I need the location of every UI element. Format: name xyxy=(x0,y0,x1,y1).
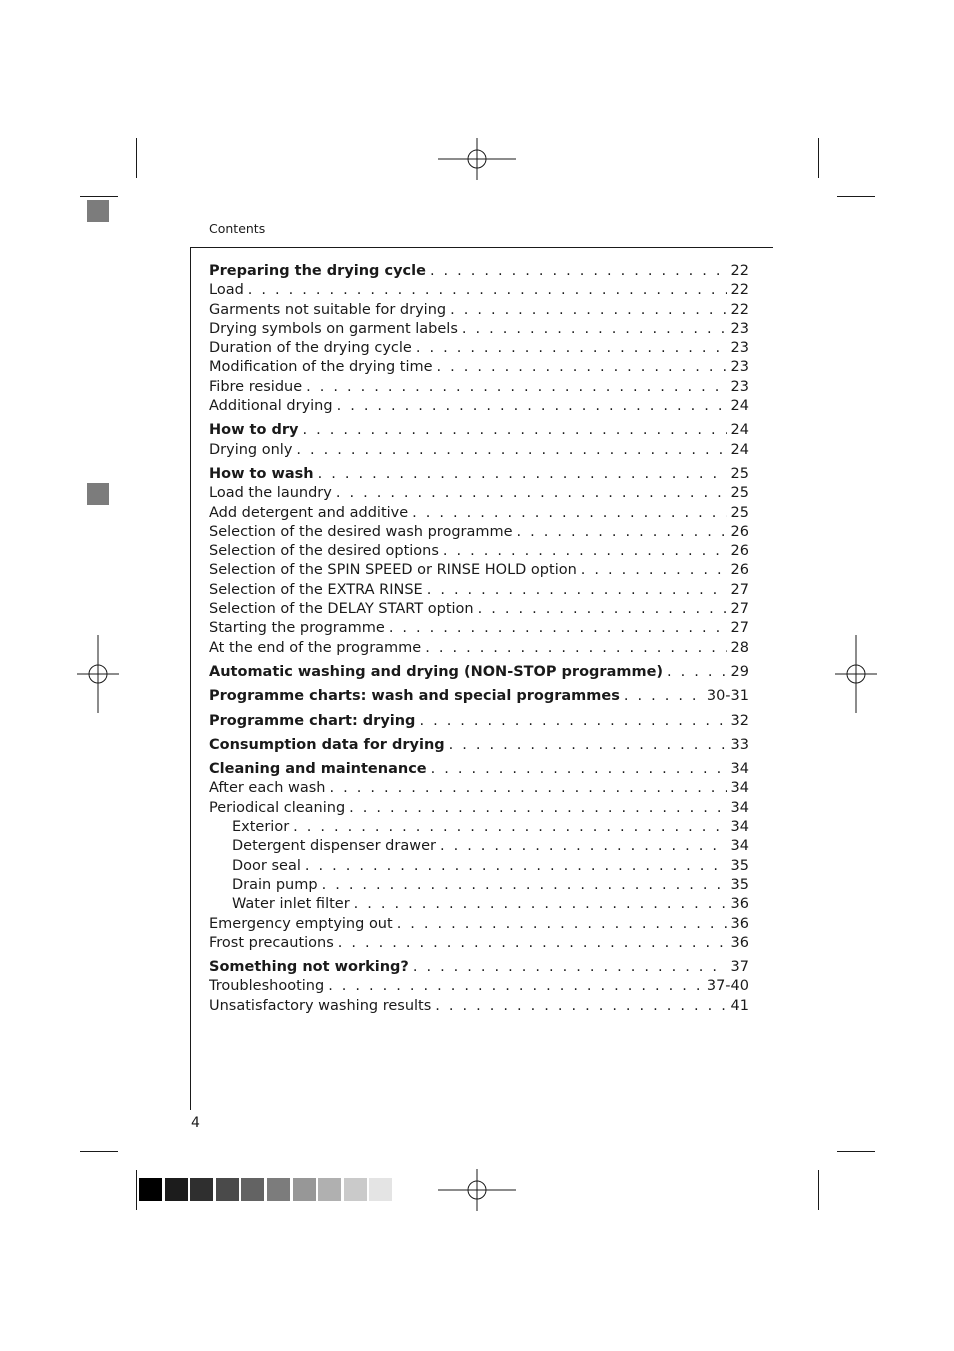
toc-entry xyxy=(209,378,749,397)
toc-entry xyxy=(209,301,749,320)
toc-entry xyxy=(209,441,749,460)
toc-entry xyxy=(209,934,749,953)
toc-entry-page: 32 xyxy=(730,712,749,729)
toc-entry-title: Selection of the EXTRA RINSE xyxy=(209,581,423,598)
toc-leader-dots xyxy=(577,561,727,580)
toc-entry-title: Programme charts: wash and special programmes xyxy=(209,688,620,705)
toc-entry xyxy=(209,504,749,523)
toc-entry-title: Troubleshooting xyxy=(209,978,325,995)
toc-entry xyxy=(209,358,749,377)
toc-leader-dots xyxy=(333,397,727,416)
page-number: 4 xyxy=(191,1115,200,1131)
toc-entry-title: Load the laundry xyxy=(209,485,332,502)
toc-entry-page: 22 xyxy=(730,282,749,299)
toc-leader-dots xyxy=(324,977,703,996)
toc-leader-dots xyxy=(244,281,727,300)
toc-entry-page: 23 xyxy=(730,359,749,376)
toc-entry-page: 25 xyxy=(730,465,749,482)
toc-entry-page: 22 xyxy=(730,301,749,318)
toc-entry-title: How to dry xyxy=(209,422,299,439)
color-swatch xyxy=(139,1178,162,1201)
toc-entry xyxy=(209,997,749,1016)
toc-entry xyxy=(209,281,749,300)
toc-entry xyxy=(209,915,749,934)
crop-mark xyxy=(837,196,875,197)
toc-entry-page: 36 xyxy=(730,934,749,951)
toc-entry-title: Additional drying xyxy=(209,398,333,415)
toc-entry-page: 25 xyxy=(730,485,749,502)
registration-mark-icon xyxy=(438,120,516,198)
toc-leader-dots xyxy=(393,915,727,934)
toc-entry-page: 25 xyxy=(730,504,749,521)
toc-entry-title: Something not working? xyxy=(209,959,409,976)
color-swatch xyxy=(216,1178,239,1201)
side-marker xyxy=(87,200,109,222)
toc-entry-page: 30-31 xyxy=(706,688,749,705)
toc-entry xyxy=(209,639,749,658)
toc-entry-page: 24 xyxy=(730,398,749,415)
toc-leader-dots xyxy=(289,818,726,837)
color-swatch xyxy=(165,1178,188,1201)
toc-entry-page: 35 xyxy=(730,857,749,874)
toc-entry xyxy=(209,712,749,731)
toc-entry xyxy=(209,837,749,856)
toc-entry xyxy=(209,857,749,876)
toc-entry-title: Programme chart: drying xyxy=(209,712,416,729)
toc-entry-page: 34 xyxy=(730,761,749,778)
toc-leader-dots xyxy=(326,779,727,798)
toc-entry-title: Drying only xyxy=(209,441,293,458)
toc-entry xyxy=(209,736,749,755)
toc-entry-page: 27 xyxy=(730,620,749,637)
toc-leader-dots xyxy=(433,358,727,377)
toc-entry-page: 24 xyxy=(730,422,749,439)
toc-entry-title: Add detergent and additive xyxy=(209,504,409,521)
toc-entry-page: 29 xyxy=(730,663,749,680)
toc-entry-page: 27 xyxy=(730,581,749,598)
toc-entry-page: 26 xyxy=(730,543,749,560)
crop-mark xyxy=(136,138,137,178)
toc-leader-dots xyxy=(415,712,726,731)
toc-leader-dots xyxy=(446,301,726,320)
toc-entry-page: 23 xyxy=(730,340,749,357)
toc-leader-dots xyxy=(431,997,726,1016)
toc-leader-dots xyxy=(458,320,727,339)
toc-entry-title: Frost precautions xyxy=(209,934,334,951)
toc-entry xyxy=(209,818,749,837)
toc-entry xyxy=(209,958,749,977)
toc-leader-dots xyxy=(421,639,726,658)
toc-leader-dots xyxy=(412,339,727,358)
color-swatch xyxy=(369,1178,392,1201)
toc-entry-title: Load xyxy=(209,282,244,299)
toc-entry-title: Garments not suitable for drying xyxy=(209,301,447,318)
toc-leader-dots xyxy=(513,523,727,542)
toc-entry xyxy=(209,320,749,339)
toc-entry xyxy=(209,561,749,580)
toc-entry xyxy=(209,581,749,600)
toc-entry-title: Selection of the desired options xyxy=(209,543,439,560)
color-swatch xyxy=(293,1178,316,1201)
toc-entry-page: 26 xyxy=(730,523,749,540)
toc-entry-title: Drying symbols on garment labels xyxy=(209,320,458,337)
color-swatch xyxy=(190,1178,213,1201)
section-header: Contents xyxy=(209,221,266,236)
toc-entry-page: 36 xyxy=(730,915,749,932)
toc-entry-page: 34 xyxy=(730,838,749,855)
toc-entry-title: Preparing the drying cycle xyxy=(209,263,426,279)
toc-entry-title: Automatic washing and drying (NON-STOP programme) xyxy=(209,663,664,680)
side-marker xyxy=(87,483,109,505)
toc-entry-title: Consumption data for drying xyxy=(209,736,445,753)
toc-entry-page: 35 xyxy=(730,876,749,893)
toc-leader-dots xyxy=(334,934,727,953)
toc-leader-dots xyxy=(298,421,726,440)
toc-entry-page: 36 xyxy=(730,896,749,913)
toc-entry-title: Selection of the desired wash programme xyxy=(209,523,513,540)
toc-leader-dots xyxy=(409,958,727,977)
toc-entry-title: Duration of the drying cycle xyxy=(209,340,412,357)
toc-leader-dots xyxy=(385,619,727,638)
toc-leader-dots xyxy=(436,837,727,856)
color-swatch xyxy=(241,1178,264,1201)
toc-leader-dots xyxy=(318,876,727,895)
toc-entry-page: 41 xyxy=(730,997,749,1014)
toc-entry xyxy=(209,600,749,619)
toc-entry xyxy=(209,799,749,818)
toc-entry-title: Periodical cleaning xyxy=(209,799,346,816)
toc-leader-dots xyxy=(345,799,726,818)
toc-entry-title: Starting the programme xyxy=(209,620,385,637)
toc-entry xyxy=(209,397,749,416)
toc-leader-dots xyxy=(408,504,726,523)
toc-leader-dots xyxy=(426,262,727,281)
toc-entry xyxy=(209,542,749,561)
toc-entry-page: 33 xyxy=(730,736,749,753)
toc-leader-dots xyxy=(663,663,727,682)
toc-entry xyxy=(209,779,749,798)
registration-mark-icon xyxy=(438,1151,516,1229)
toc-entry xyxy=(209,339,749,358)
toc-entry-page: 24 xyxy=(730,441,749,458)
toc-entry-title: Fibre residue xyxy=(209,378,303,395)
toc-entry xyxy=(209,619,749,638)
crop-mark xyxy=(837,1151,875,1152)
frame-top-rule xyxy=(190,247,773,248)
toc-leader-dots xyxy=(292,441,726,460)
toc-leader-dots xyxy=(620,687,703,706)
toc-entry xyxy=(209,977,749,996)
toc-leader-dots xyxy=(474,600,727,619)
toc-entry-page: 26 xyxy=(730,562,749,579)
toc-leader-dots xyxy=(332,484,727,503)
toc-entry xyxy=(209,465,749,484)
toc-leader-dots xyxy=(423,581,727,600)
toc-entry xyxy=(209,760,749,779)
toc-entry-title: Water inlet filter xyxy=(232,896,350,913)
color-calibration-bar xyxy=(139,1178,395,1201)
toc-entry-page: 34 xyxy=(730,799,749,816)
color-swatch xyxy=(318,1178,341,1201)
toc-entry-page: 37-40 xyxy=(706,978,749,995)
toc-leader-dots xyxy=(445,736,727,755)
toc-entry-title: Emergency emptying out xyxy=(209,915,393,932)
registration-mark-icon xyxy=(59,635,137,713)
toc-entry-page: 34 xyxy=(730,780,749,797)
crop-mark xyxy=(80,196,118,197)
toc-entry-page: 28 xyxy=(730,639,749,656)
color-swatch xyxy=(344,1178,367,1201)
toc-entry-title: Door seal xyxy=(232,857,301,874)
toc-entry-page: 27 xyxy=(730,601,749,618)
toc-entry-title: Cleaning and maintenance xyxy=(209,761,427,778)
toc-leader-dots xyxy=(350,895,727,914)
toc-leader-dots xyxy=(301,857,727,876)
frame-left-rule xyxy=(190,247,191,1110)
toc-entry xyxy=(209,484,749,503)
toc-entry xyxy=(209,262,749,281)
toc-entry-title: Selection of the SPIN SPEED or RINSE HOLD option xyxy=(209,562,577,579)
toc-entry-title: After each wash xyxy=(209,780,326,797)
toc-leader-dots xyxy=(439,542,727,561)
toc-entry-title: At the end of the programme xyxy=(209,639,422,656)
toc-leader-dots xyxy=(314,465,727,484)
toc-entry-title: Drain pump xyxy=(232,876,318,893)
toc-entry-title: Selection of the DELAY START option xyxy=(209,601,474,618)
toc-entry xyxy=(209,421,749,440)
toc-entry-page: 34 xyxy=(730,819,749,836)
registration-mark-icon xyxy=(817,635,895,713)
table-of-contents xyxy=(209,262,749,1016)
toc-leader-dots xyxy=(427,760,727,779)
toc-entry-page: 22 xyxy=(730,263,749,279)
toc-entry-page: 23 xyxy=(730,378,749,395)
crop-mark xyxy=(818,1170,819,1210)
toc-entry-title: Unsatisfactory washing results xyxy=(209,997,432,1014)
toc-entry xyxy=(209,876,749,895)
toc-entry-page: 37 xyxy=(730,959,749,976)
toc-entry-title: Detergent dispenser drawer xyxy=(232,838,436,855)
toc-entry xyxy=(209,687,749,706)
toc-leader-dots xyxy=(302,378,726,397)
toc-entry-page: 23 xyxy=(730,320,749,337)
color-swatch xyxy=(267,1178,290,1201)
toc-entry-title: Exterior xyxy=(232,819,290,836)
crop-mark xyxy=(818,138,819,178)
crop-mark xyxy=(80,1151,118,1152)
toc-entry-title: How to wash xyxy=(209,465,314,482)
toc-entry-title: Modification of the drying time xyxy=(209,359,433,376)
toc-entry xyxy=(209,895,749,914)
toc-entry xyxy=(209,523,749,542)
crop-mark xyxy=(136,1170,137,1210)
toc-entry xyxy=(209,663,749,682)
